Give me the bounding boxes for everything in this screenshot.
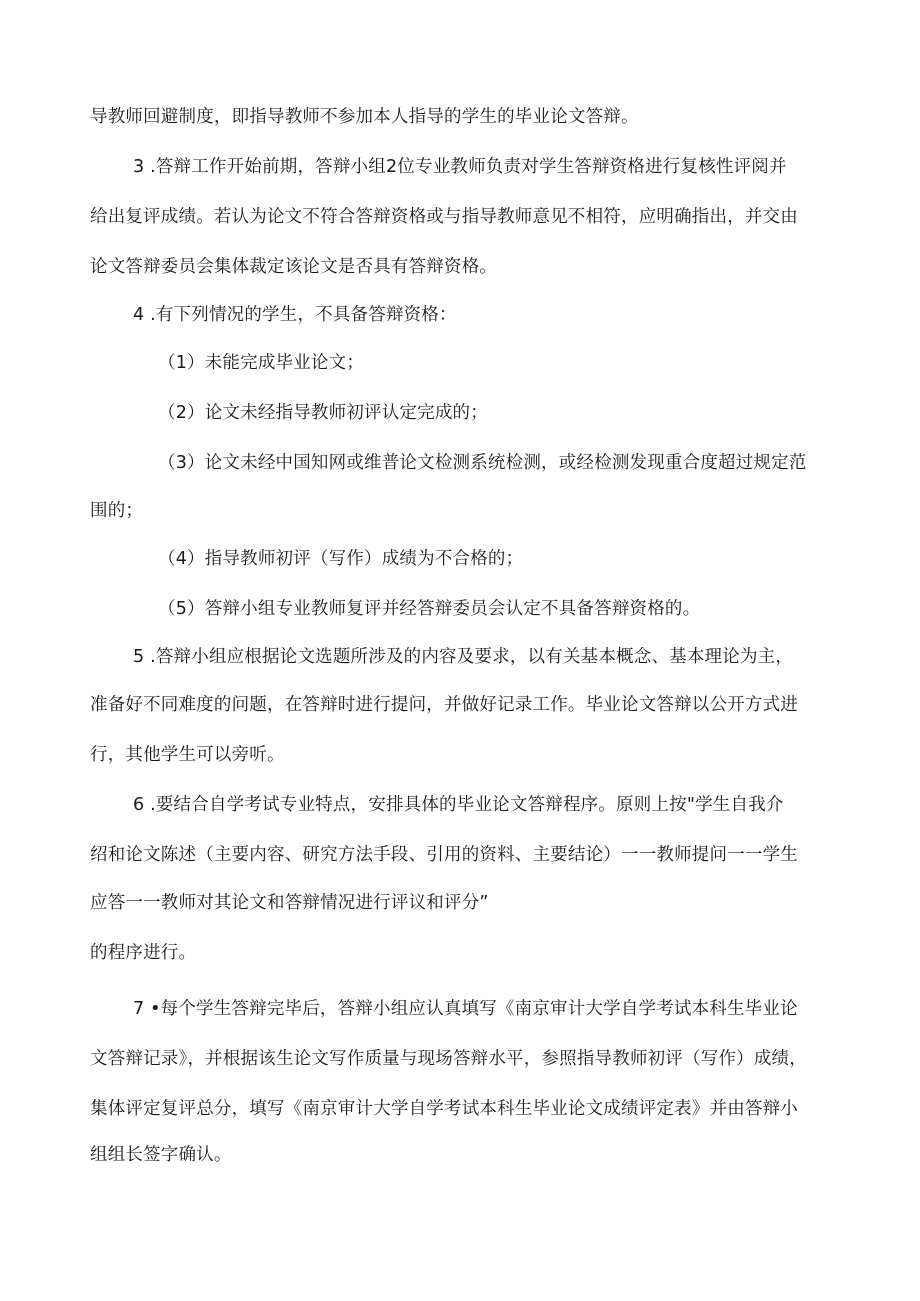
text-line: 应答一一教师对其论文和答辩情况进行评议和评分”	[90, 893, 489, 913]
text-line: 行，其他学生可以旁听。	[90, 745, 285, 765]
list-item: （3）论文未经中国知网或维普论文检测系统检测，或经检测发现重合度超过规定范	[158, 453, 807, 473]
text-line: 组组长签字确认。	[90, 1145, 232, 1165]
text-line: 文答辩记录》，并根据该生论文写作质量与现场答辩水平，参照指导教师初评（写作）成绩，	[90, 1049, 807, 1069]
paragraph-4-line: 4 .有下列情况的学生，不具备答辩资格：	[133, 305, 457, 325]
list-item: （1）未能完成毕业论文；	[158, 353, 365, 373]
text-line: 准备好不同难度的问题，在答辩时进行提问，并做好记录工作。毕业论文答辩以公开方式进	[90, 695, 798, 715]
text-line: 的程序进行。	[90, 943, 197, 963]
list-item: （4）指导教师初评（写作）成绩为不合格的；	[158, 549, 524, 569]
text-line: 导教师回避制度，即指导教师不参加本人指导的学生的毕业论文答辩。	[90, 107, 639, 127]
paragraph-3-line: 3 .答辩工作开始前期，答辩小组2位专业教师负责对学生答辩资格进行复核性评阅并	[133, 157, 787, 177]
list-item: （5）答辩小组专业教师复评并经答辩委员会认定不具备答辩资格的。	[158, 599, 701, 619]
text-line: 集体评定复评总分，填写《南京审计大学自学考试本科生毕业论文成绩评定表》并由答辩小	[90, 1099, 798, 1119]
text-line: 给出复评成绩。若认为论文不符合答辩资格或与指导教师意见不相符，应明确指出，并交由	[90, 207, 798, 227]
text-line: 围的；	[90, 501, 144, 521]
text-line: 绍和论文陈述（主要内容、研究方法手段、引用的资料、主要结论）一一教师提问一一学生	[90, 845, 798, 865]
paragraph-5-line: 5 .答辩小组应根据论文选题所涉及的内容及要求，以有关基本概念、基本理论为主，	[133, 647, 794, 667]
paragraph-6-line: 6 .要结合自学考试专业特点，安排具体的毕业论文答辩程序。原则上按"学生自我介	[133, 795, 784, 815]
paragraph-7-line: 7 •每个学生答辩完毕后，答辩小组应认真填写《南京审计大学自学考试本科生毕业论	[133, 999, 798, 1019]
list-item: （2）论文未经指导教师初评认定完成的；	[158, 403, 488, 423]
text-line: 论文答辩委员会集体裁定该论文是否具有答辩资格。	[90, 257, 498, 277]
